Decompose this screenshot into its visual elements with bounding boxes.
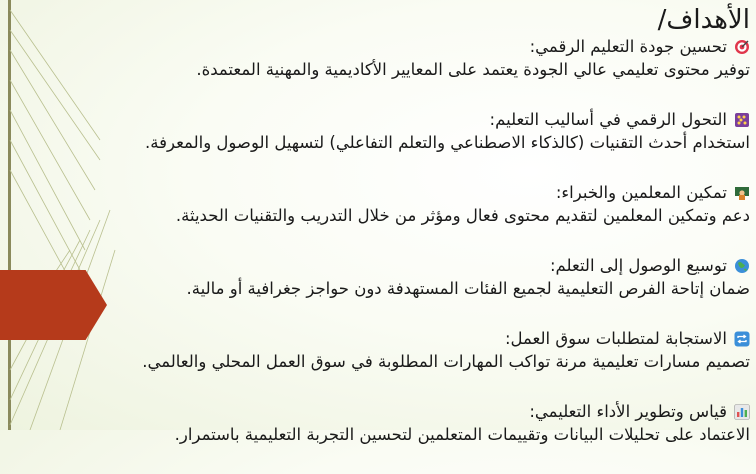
objective-description: الاعتماد على تحليلات البيانات وتقييمات المتعلمين لتحسين التجربة التعليمية باستمرار. — [174, 425, 750, 444]
objective-heading-text: التحول الرقمي في أساليب التعليم: — [489, 110, 727, 129]
teacher-icon — [733, 185, 750, 202]
objective-description: توفير محتوى تعليمي عالي الجودة يعتمد على المعايير الأكاديمية والمهنية المعتمدة. — [196, 60, 750, 79]
globe-icon — [733, 258, 750, 275]
objectives-content — [50, 2, 750, 474]
bar-chart-icon — [733, 404, 750, 421]
objective-heading — [50, 182, 750, 204]
objective-heading — [50, 328, 750, 350]
objective-heading-text: توسيع الوصول إلى التعلم: — [549, 256, 727, 275]
objective-heading-text: قياس وتطوير الأداء التعليمي: — [529, 402, 727, 421]
objective-heading — [50, 36, 750, 58]
objective-heading — [50, 255, 750, 277]
objective-item — [50, 255, 750, 300]
objective-description: دعم وتمكين المعلمين لتقديم محتوى فعال ومؤثر من خلال التدريب والتقنيات الحديثة. — [175, 206, 750, 225]
objective-item — [50, 109, 750, 154]
repeat-icon — [733, 331, 750, 348]
objective-item — [50, 401, 750, 446]
objective-item — [50, 182, 750, 227]
objective-heading — [50, 109, 750, 131]
objective-heading-text: الاستجابة لمتطلبات سوق العمل: — [504, 329, 727, 348]
objectives-list — [50, 36, 750, 446]
objective-heading-text: تمكين المعلمين والخبراء: — [555, 183, 727, 202]
objective-heading — [50, 401, 750, 423]
abacus-icon — [733, 112, 750, 129]
objective-heading-text: تحسين جودة التعليم الرقمي: — [529, 37, 727, 56]
objective-description: استخدام أحدث التقنيات (كالذكاء الاصطناعي والتعلم التفاعلي) لتسهيل الوصول والمعرفة. — [145, 133, 750, 152]
objective-item — [50, 328, 750, 373]
objective-item — [50, 36, 750, 81]
page-title: الأهداف/ — [657, 5, 750, 35]
target-icon — [733, 39, 750, 56]
objective-description: ضمان إتاحة الفرص التعليمية لجميع الفئات المستهدفة دون حواجز جغرافية أو مالية. — [186, 279, 750, 298]
objective-description: تصميم مسارات تعليمية مرنة تواكب المهارات المطلوبة في سوق العمل المحلي والعالمي. — [142, 352, 750, 371]
